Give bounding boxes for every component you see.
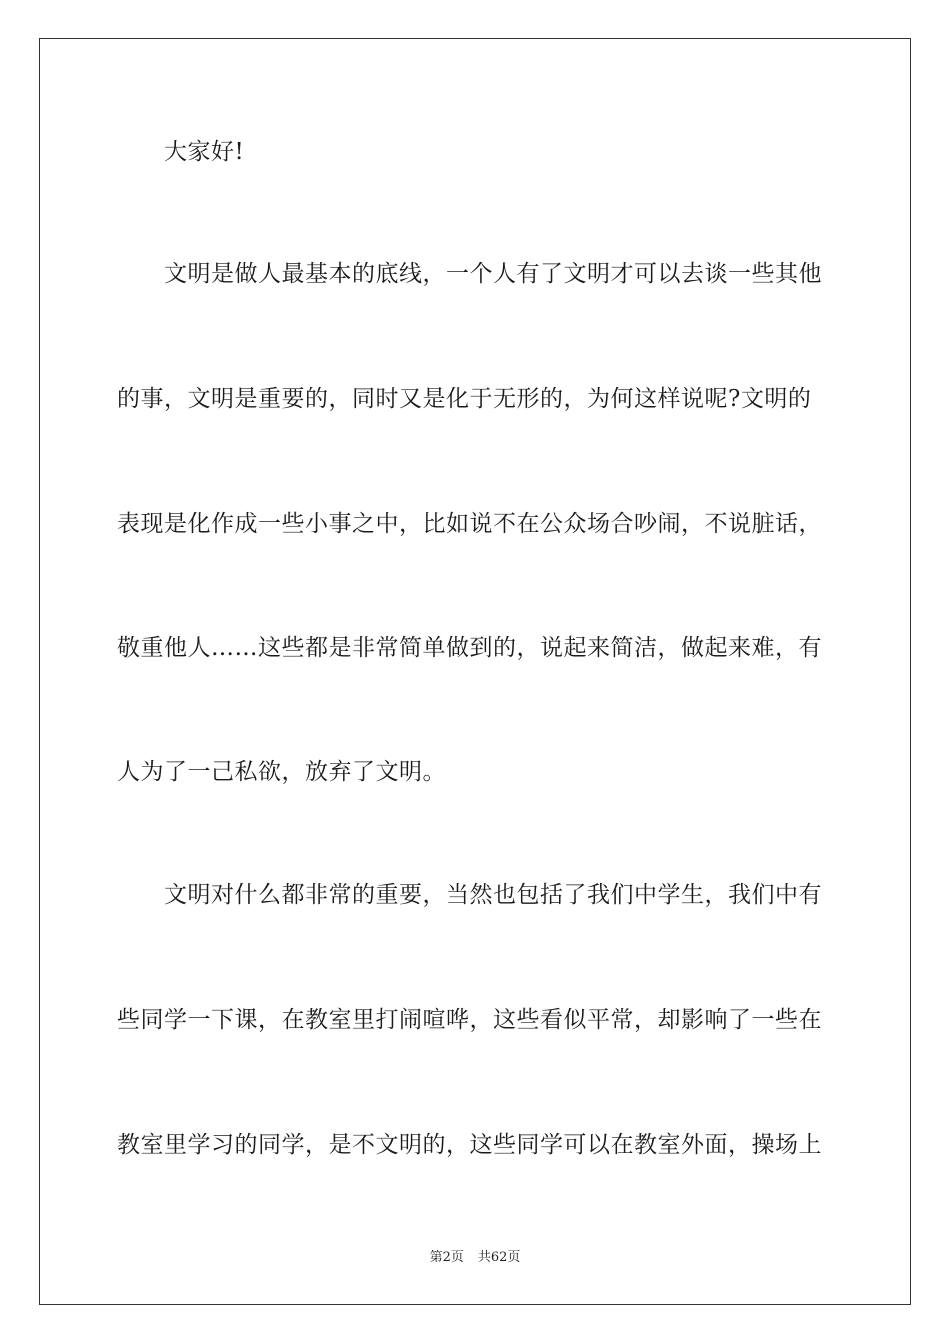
- paragraph-line: 些同学一下课，在教室里打闹喧哗，这些看似平常，却影响了一些在: [117, 1007, 822, 1033]
- paragraph-line: 文明是做人最基本的底线，一个人有了文明才可以去谈一些其他: [164, 261, 822, 287]
- paragraph-line: 的事，文明是重要的，同时又是化于无形的，为何这样说呢?文明的: [117, 386, 812, 412]
- paragraph-line: 文明对什么都非常的重要，当然也包括了我们中学生，我们中有: [164, 882, 822, 908]
- paragraph-line: 教室里学习的同学，是不文明的，这些同学可以在教室外面，操场上: [117, 1132, 822, 1158]
- paragraph-line: 人为了一己私欲，放弃了文明。: [117, 759, 446, 785]
- paragraph-line: 敬重他人……这些都是非常简单做到的，说起来简洁，做起来难，有: [117, 635, 822, 661]
- page-border: [39, 38, 911, 1305]
- greeting-line: 大家好!: [164, 139, 245, 165]
- page-total: 共62页: [477, 1250, 521, 1265]
- page-footer: [0, 1246, 950, 1265]
- page-number: 第2页: [429, 1250, 464, 1265]
- paragraph-line: 表现是化作成一些小事之中，比如说不在公众场合吵闹，不说脏话，: [117, 511, 822, 537]
